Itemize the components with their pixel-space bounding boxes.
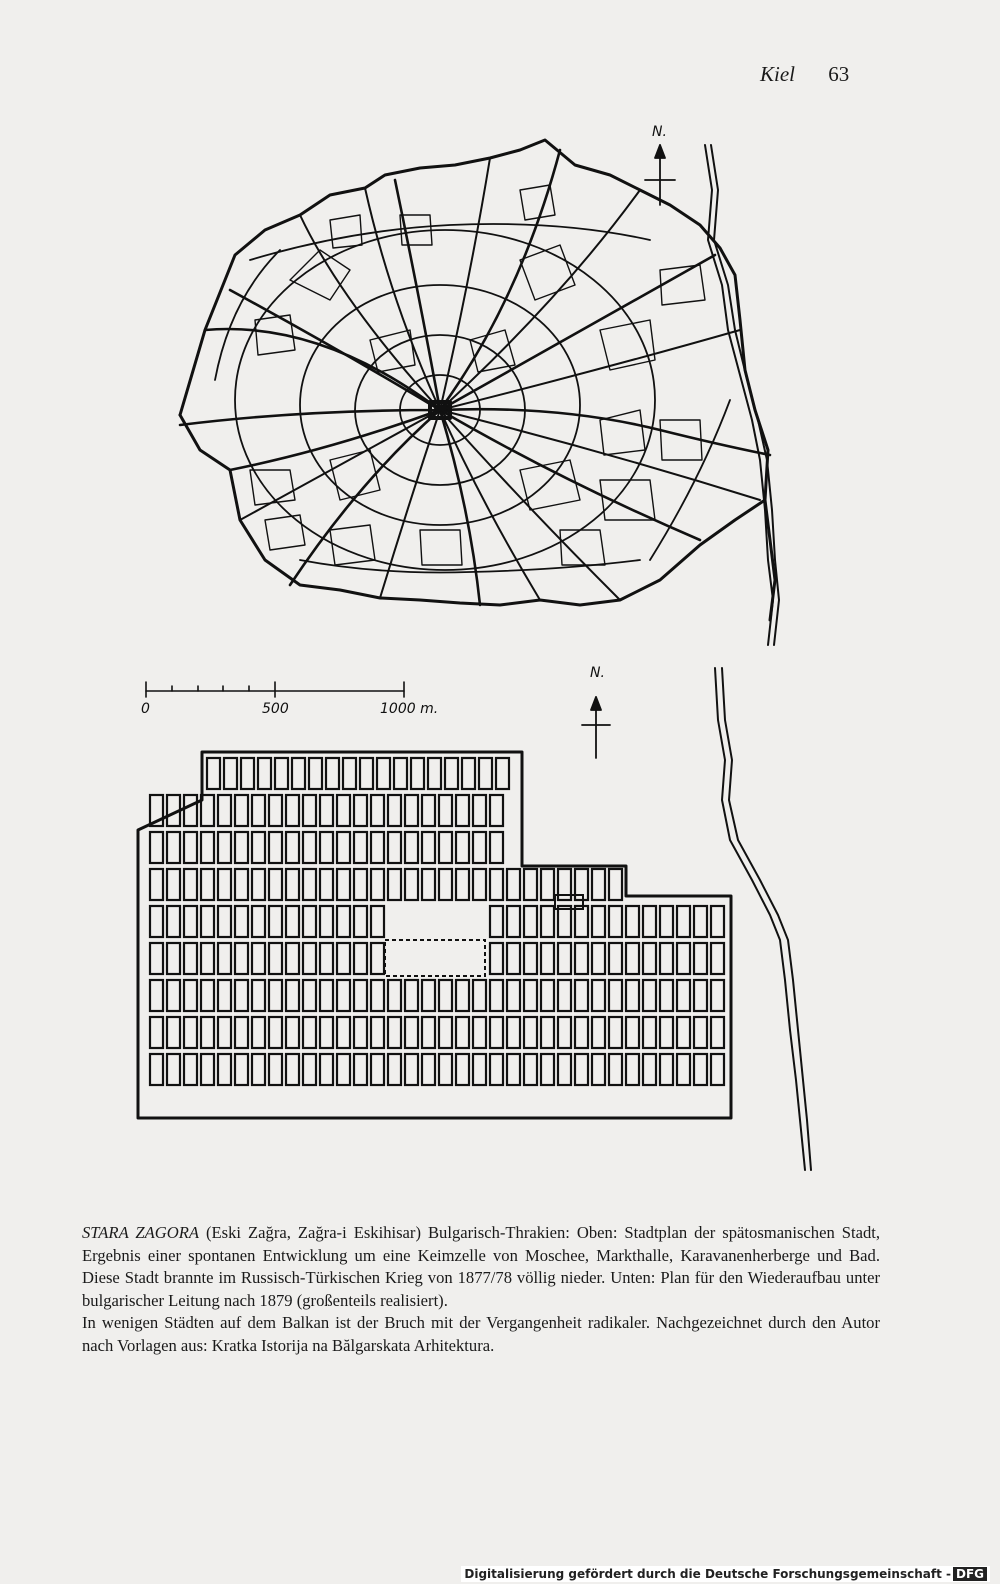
city-block: [609, 906, 622, 937]
city-block: [269, 980, 282, 1011]
city-block: [150, 1017, 163, 1048]
city-block: [275, 758, 288, 789]
city-block: [524, 943, 537, 974]
top-city-plan: [180, 124, 779, 645]
city-block: [201, 832, 214, 863]
city-block: [439, 832, 452, 863]
city-block: [405, 1054, 418, 1085]
city-block: [394, 758, 407, 789]
city-block: [354, 1017, 367, 1048]
city-block: [388, 1017, 401, 1048]
city-block: [150, 980, 163, 1011]
city-block: [694, 980, 707, 1011]
city-block: [303, 943, 316, 974]
city-block: [626, 980, 639, 1011]
city-block: [558, 980, 571, 1011]
city-block: [609, 1054, 622, 1085]
city-block: [371, 795, 384, 826]
city-block: [643, 943, 656, 974]
city-block: [252, 1054, 265, 1085]
city-block: [541, 1017, 554, 1048]
city-block: [575, 943, 588, 974]
city-block: [184, 869, 197, 900]
city-block: [694, 906, 707, 937]
city-block: [558, 1054, 571, 1085]
city-block: [496, 758, 509, 789]
city-block: [711, 1054, 724, 1085]
city-block: [422, 832, 435, 863]
city-block: [575, 906, 588, 937]
city-block: [456, 1017, 469, 1048]
city-block: [252, 980, 265, 1011]
city-block: [326, 758, 339, 789]
city-block: [337, 869, 350, 900]
city-block: [309, 758, 322, 789]
city-block: [677, 1054, 690, 1085]
city-block: [235, 980, 248, 1011]
city-block: [343, 758, 356, 789]
city-block: [286, 906, 299, 937]
city-block: [269, 943, 282, 974]
city-block: [252, 869, 265, 900]
city-block: [201, 943, 214, 974]
city-block: [218, 1017, 231, 1048]
city-block: [303, 795, 316, 826]
city-block: [292, 758, 305, 789]
city-block: [490, 1017, 503, 1048]
city-block: [388, 795, 401, 826]
scale-label-1000: 1000 m.: [380, 701, 439, 717]
city-block: [184, 795, 197, 826]
city-block: [626, 1054, 639, 1085]
city-block: [371, 980, 384, 1011]
city-block: [439, 980, 452, 1011]
city-block: [411, 758, 424, 789]
city-block: [609, 1017, 622, 1048]
city-block: [462, 758, 475, 789]
city-block: [609, 869, 622, 900]
city-block: [507, 1017, 520, 1048]
city-block: [677, 1017, 690, 1048]
city-block: [201, 1017, 214, 1048]
city-block: [252, 832, 265, 863]
city-block: [592, 1017, 605, 1048]
city-block: [711, 906, 724, 937]
city-block: [541, 1054, 554, 1085]
city-block: [422, 1017, 435, 1048]
page-number: 63: [828, 62, 850, 86]
city-block: [422, 795, 435, 826]
city-block: [235, 795, 248, 826]
city-block: [660, 980, 673, 1011]
dfg-logo: DFG: [953, 1567, 987, 1581]
city-block: [320, 795, 333, 826]
caption-paragraph-1: [82, 1222, 880, 1312]
city-block: [224, 758, 237, 789]
city-block: [354, 869, 367, 900]
city-block: [371, 943, 384, 974]
city-block: [320, 1017, 333, 1048]
city-block: [490, 869, 503, 900]
caption-lead: STARA ZAGORA: [82, 1223, 200, 1242]
city-block: [320, 1054, 333, 1085]
city-block: [167, 906, 180, 937]
city-block: [609, 980, 622, 1011]
city-block: [660, 1017, 673, 1048]
city-block: [184, 906, 197, 937]
city-block: [218, 795, 231, 826]
city-block: [541, 906, 554, 937]
city-block: [371, 1017, 384, 1048]
footer-funding-note: [461, 1566, 990, 1582]
city-block: [677, 943, 690, 974]
city-block: [405, 869, 418, 900]
caption-paragraph-2: In wenigen Städten auf dem Balkan ist der Bruch mit der Vergangenheit radikaler. Nachgezeichnet durch den Autor nach Vorlagen aus: Kratka Istorija na Bălgarskata Arhitektura.: [82, 1313, 880, 1355]
city-block: [235, 906, 248, 937]
city-block: [354, 1054, 367, 1085]
city-block: [167, 980, 180, 1011]
city-block: [218, 906, 231, 937]
city-block: [388, 980, 401, 1011]
city-block: [694, 1017, 707, 1048]
city-block: [473, 1054, 486, 1085]
city-block: [643, 1017, 656, 1048]
city-block: [479, 758, 492, 789]
city-block: [150, 869, 163, 900]
city-block: [354, 980, 367, 1011]
city-block: [677, 906, 690, 937]
city-block: [541, 869, 554, 900]
figure-caption: [82, 1222, 880, 1357]
city-block: [711, 1017, 724, 1048]
city-block: [201, 906, 214, 937]
city-block: [218, 980, 231, 1011]
city-block: [473, 980, 486, 1011]
city-block: [337, 906, 350, 937]
city-block: [337, 795, 350, 826]
city-block: [524, 980, 537, 1011]
city-block: [269, 1054, 282, 1085]
city-block: [490, 832, 503, 863]
city-block: [558, 1017, 571, 1048]
city-block: [337, 980, 350, 1011]
city-block: [524, 1017, 537, 1048]
city-block: [439, 1054, 452, 1085]
city-block: [422, 980, 435, 1011]
scale-bar: [141, 682, 438, 717]
scale-label-0: 0: [141, 701, 150, 717]
city-block: [286, 1017, 299, 1048]
city-block: [456, 980, 469, 1011]
city-block: [286, 980, 299, 1011]
city-block: [456, 869, 469, 900]
city-block: [507, 906, 520, 937]
city-block: [422, 1054, 435, 1085]
city-block: [286, 795, 299, 826]
city-block: [575, 1017, 588, 1048]
city-block: [167, 869, 180, 900]
city-block: [592, 869, 605, 900]
city-block: [490, 795, 503, 826]
city-block: [167, 1017, 180, 1048]
city-block: [337, 1017, 350, 1048]
city-block: [269, 869, 282, 900]
city-block: [609, 943, 622, 974]
city-block: [218, 832, 231, 863]
city-block: [150, 943, 163, 974]
city-block: [405, 795, 418, 826]
city-block: [303, 980, 316, 1011]
city-block: [360, 758, 373, 789]
city-block: [490, 906, 503, 937]
city-block: [167, 1054, 180, 1085]
city-block: [575, 980, 588, 1011]
footer-text: Digitalisierung gefördert durch die Deutsche Forschungsgemeinschaft -: [464, 1567, 951, 1581]
city-block: [286, 869, 299, 900]
city-block: [184, 832, 197, 863]
city-block: [643, 980, 656, 1011]
city-block: [354, 906, 367, 937]
city-block: [405, 1017, 418, 1048]
city-block: [592, 943, 605, 974]
city-block: [490, 1054, 503, 1085]
city-block: [218, 869, 231, 900]
city-block: [371, 1054, 384, 1085]
city-block: [422, 869, 435, 900]
city-block: [320, 906, 333, 937]
city-block: [167, 832, 180, 863]
city-block: [592, 1054, 605, 1085]
city-block: [405, 832, 418, 863]
city-block: [252, 943, 265, 974]
city-block: [507, 869, 520, 900]
city-block: [241, 758, 254, 789]
city-block: [269, 832, 282, 863]
city-block: [258, 758, 271, 789]
city-block: [303, 1017, 316, 1048]
city-block: [286, 1054, 299, 1085]
city-block: [473, 795, 486, 826]
city-block: [643, 906, 656, 937]
city-block: [558, 906, 571, 937]
city-block: [439, 795, 452, 826]
city-block: [354, 943, 367, 974]
city-block: [626, 943, 639, 974]
city-block: [320, 980, 333, 1011]
city-block: [201, 1054, 214, 1085]
city-block: [473, 832, 486, 863]
city-block: [456, 1054, 469, 1085]
city-block: [167, 943, 180, 974]
city-block: [303, 869, 316, 900]
city-outline-south: [180, 415, 765, 605]
city-block: [439, 1017, 452, 1048]
city-block: [184, 943, 197, 974]
city-block: [252, 906, 265, 937]
city-block: [473, 1017, 486, 1048]
city-block: [490, 943, 503, 974]
city-block: [337, 943, 350, 974]
city-block: [150, 1054, 163, 1085]
city-block: [235, 869, 248, 900]
city-block: [252, 795, 265, 826]
city-block: [320, 943, 333, 974]
city-block: [541, 943, 554, 974]
city-block: [303, 832, 316, 863]
city-block: [269, 1017, 282, 1048]
city-block: [524, 1054, 537, 1085]
city-block: [388, 869, 401, 900]
city-block: [473, 869, 486, 900]
city-block: [694, 943, 707, 974]
city-block: [388, 1054, 401, 1085]
city-block: [184, 980, 197, 1011]
bottom-grid-plan: [138, 665, 811, 1170]
city-block: [184, 1017, 197, 1048]
city-block: [235, 943, 248, 974]
scale-label-500: 500: [262, 701, 289, 717]
city-block: [150, 906, 163, 937]
top-north-label: N.: [652, 124, 667, 140]
city-block: [303, 1054, 316, 1085]
city-block: [592, 906, 605, 937]
city-block: [456, 795, 469, 826]
city-block: [354, 795, 367, 826]
city-block: [507, 980, 520, 1011]
city-block: [660, 906, 673, 937]
city-block: [371, 832, 384, 863]
caption-paragraph-1-text: (Eski Zağra, Zağra-i Eskihisar) Bulgarisch-Thrakien: Oben: Stadtplan der spätosmanischen Stadt, Ergebnis einer spontanen Entwicklung um eine Keimzelle von Moschee, Markthalle, Karavanenherberge und Bad. Diese Stadt brannte im Russisch-Türkischen Krieg von 1877/78 völlig nieder. Unten: Plan für den Wiederaufbau unter bulgarischer Leitung nach 1879 (großenteils realisiert).: [82, 1223, 880, 1310]
city-block: [558, 943, 571, 974]
bottom-north-label: N.: [590, 665, 605, 681]
city-block: [150, 832, 163, 863]
city-block: [235, 1054, 248, 1085]
city-block: [524, 869, 537, 900]
city-block: [377, 758, 390, 789]
city-block: [218, 1054, 231, 1085]
city-block: [354, 832, 367, 863]
bottom-north-arrow: [582, 697, 610, 758]
city-block: [660, 943, 673, 974]
city-block: [677, 980, 690, 1011]
city-block: [456, 832, 469, 863]
city-block: [320, 832, 333, 863]
city-block: [575, 1054, 588, 1085]
city-block: [218, 943, 231, 974]
city-block: [235, 1017, 248, 1048]
city-block: [201, 980, 214, 1011]
city-block: [643, 1054, 656, 1085]
city-block: [235, 832, 248, 863]
city-block: [286, 832, 299, 863]
city-block: [524, 906, 537, 937]
city-block: [303, 906, 316, 937]
city-block: [592, 980, 605, 1011]
city-block: [660, 1054, 673, 1085]
city-block: [507, 943, 520, 974]
city-block: [201, 869, 214, 900]
city-block: [711, 980, 724, 1011]
city-block: [269, 795, 282, 826]
city-block: [337, 1054, 350, 1085]
city-block: [405, 980, 418, 1011]
city-block: [626, 1017, 639, 1048]
city-block: [541, 980, 554, 1011]
city-block: [490, 980, 503, 1011]
city-block: [371, 869, 384, 900]
running-head-title: Kiel: [760, 62, 795, 86]
city-block: [439, 869, 452, 900]
city-block: [445, 758, 458, 789]
city-block: [269, 906, 282, 937]
city-block: [207, 758, 220, 789]
city-block: [694, 1054, 707, 1085]
city-block: [337, 832, 350, 863]
city-block: [428, 758, 441, 789]
city-block: [371, 906, 384, 937]
city-block: [184, 1054, 197, 1085]
city-block: [626, 906, 639, 937]
city-block: [252, 1017, 265, 1048]
city-block: [286, 943, 299, 974]
city-block: [711, 943, 724, 974]
grid-blocks: [150, 758, 724, 1085]
city-block: [320, 869, 333, 900]
city-block: [388, 832, 401, 863]
city-block: [507, 1054, 520, 1085]
